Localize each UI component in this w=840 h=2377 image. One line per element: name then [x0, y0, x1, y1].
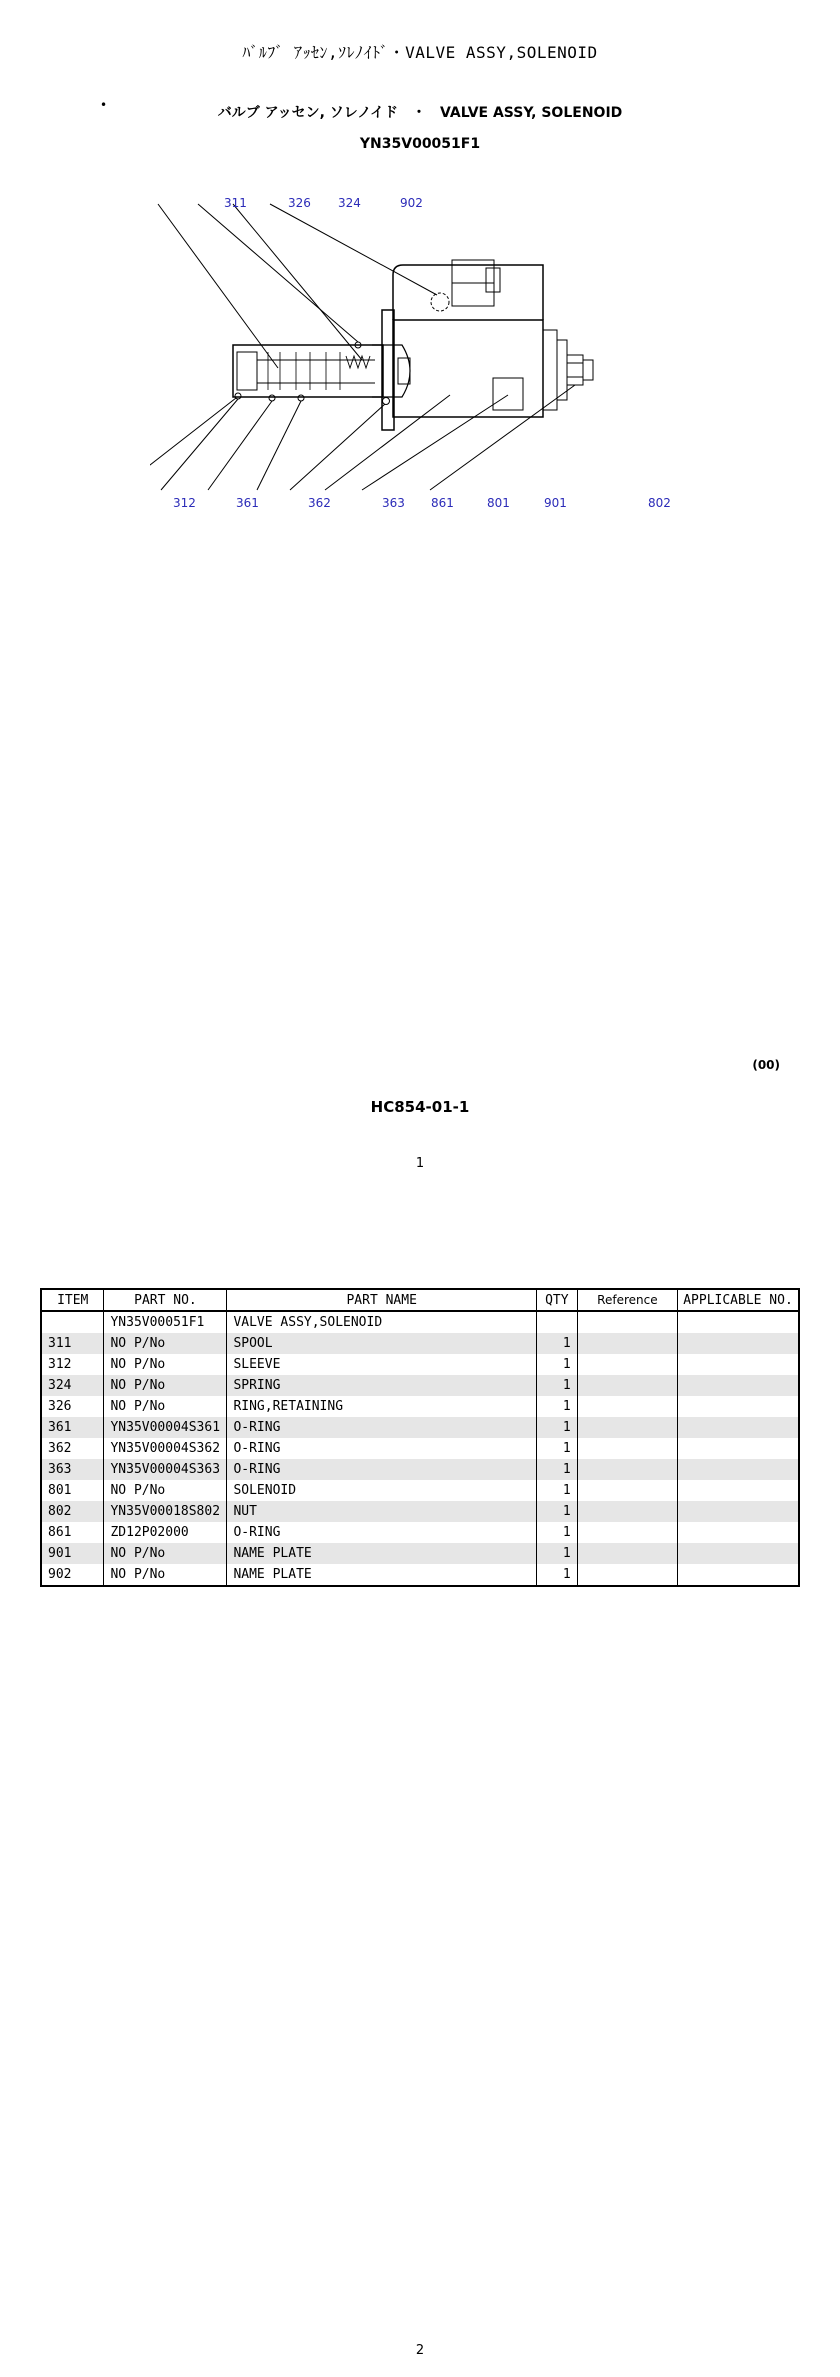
callout-363: 363 [382, 496, 405, 510]
cell-applicable-no [678, 1459, 799, 1480]
cell-part-no: ZD12P02000 [104, 1522, 227, 1543]
table-row [41, 1311, 799, 1333]
cell-applicable-no [678, 1501, 799, 1522]
cell-part-no: NO P/No [104, 1480, 227, 1501]
model-code: YN35V00051F1 [359, 136, 481, 152]
cell-part-name: VALVE ASSY,SOLENOID [227, 1311, 537, 1333]
table-row [41, 1480, 799, 1501]
cell-part-name: O-RING [227, 1417, 537, 1438]
callout-362: 362 [308, 496, 331, 510]
cell-reference [577, 1375, 677, 1396]
cell-part-no: NO P/No [104, 1396, 227, 1417]
page-number: 2 [415, 2343, 425, 2358]
cell-part-no: NO P/No [104, 1375, 227, 1396]
table-row [41, 1459, 799, 1480]
dot-mark: • [100, 98, 108, 112]
cell-reference [577, 1417, 677, 1438]
cell-qty: 1 [536, 1459, 577, 1480]
cell-item: 801 [41, 1480, 104, 1501]
cell-part-no: YN35V00018S802 [104, 1501, 227, 1522]
cell-part-no: YN35V00004S362 [104, 1438, 227, 1459]
cell-reference [577, 1311, 677, 1333]
cell-applicable-no [678, 1375, 799, 1396]
cell-qty: 1 [536, 1417, 577, 1438]
cell-reference [577, 1501, 677, 1522]
col-item: ITEM [41, 1289, 104, 1311]
cell-reference [577, 1438, 677, 1459]
col-qty: QTY [536, 1289, 577, 1311]
cell-qty: 1 [536, 1438, 577, 1459]
cell-part-no: NO P/No [104, 1333, 227, 1354]
cell-applicable-no [678, 1564, 799, 1586]
table-row [41, 1543, 799, 1564]
cell-applicable-no [678, 1543, 799, 1564]
callout-802: 802 [648, 496, 671, 510]
cell-applicable-no [678, 1480, 799, 1501]
cell-item: 861 [41, 1522, 104, 1543]
cell-part-name: NAME PLATE [227, 1564, 537, 1586]
callout-326: 326 [288, 196, 311, 210]
cell-reference [577, 1459, 677, 1480]
table-row [41, 1564, 799, 1586]
callout-902: 902 [400, 196, 423, 210]
cell-part-no: YN35V00004S361 [104, 1417, 227, 1438]
table-row [41, 1333, 799, 1354]
cell-qty: 1 [536, 1333, 577, 1354]
cell-part-name: O-RING [227, 1438, 537, 1459]
table-row [41, 1375, 799, 1396]
parts-table [40, 1288, 800, 1587]
callout-layer [0, 0, 840, 600]
cell-applicable-no [678, 1417, 799, 1438]
col-part-name: PART NAME [227, 1289, 537, 1311]
cell-part-no: YN35V00004S363 [104, 1459, 227, 1480]
table-header-row [41, 1289, 799, 1311]
cell-item: 802 [41, 1501, 104, 1522]
cell-qty: 1 [536, 1396, 577, 1417]
cell-reference [577, 1354, 677, 1375]
callout-861: 861 [431, 496, 454, 510]
cell-item: 902 [41, 1564, 104, 1586]
callout-361: 361 [236, 496, 259, 510]
cell-qty [536, 1311, 577, 1333]
table-row [41, 1396, 799, 1417]
cell-item: 363 [41, 1459, 104, 1480]
cell-part-name: SLEEVE [227, 1354, 537, 1375]
cell-reference [577, 1522, 677, 1543]
callout-901: 901 [544, 496, 567, 510]
cell-reference [577, 1333, 677, 1354]
callout-311: 311 [224, 196, 247, 210]
assembly-subtitle: バルブ アッセン, ソレノイド ・ VALVE ASSY, SOLENOID [217, 105, 623, 121]
cell-part-name: NAME PLATE [227, 1543, 537, 1564]
cell-applicable-no [678, 1438, 799, 1459]
table-row [41, 1438, 799, 1459]
cell-applicable-no [678, 1311, 799, 1333]
document-title: ﾊﾞﾙﾌﾞ ｱｯｾﾝ,ｿﾚﾉｲﾄﾞ・VALVE ASSY,SOLENOID [242, 43, 598, 62]
cell-part-name: NUT [227, 1501, 537, 1522]
revision-code: (00) [752, 1058, 780, 1072]
table-row [41, 1522, 799, 1543]
cell-item: 311 [41, 1333, 104, 1354]
cell-qty: 1 [536, 1543, 577, 1564]
sheet-number: 1 [415, 1156, 425, 1171]
table-row [41, 1501, 799, 1522]
cell-item: 326 [41, 1396, 104, 1417]
cell-reference [577, 1480, 677, 1501]
cell-part-name: O-RING [227, 1459, 537, 1480]
table-row [41, 1417, 799, 1438]
cell-qty: 1 [536, 1375, 577, 1396]
cell-applicable-no [678, 1354, 799, 1375]
col-part-no: PART NO. [104, 1289, 227, 1311]
cell-applicable-no [678, 1396, 799, 1417]
cell-part-no: YN35V00051F1 [104, 1311, 227, 1333]
callout-312: 312 [173, 496, 196, 510]
cell-part-no: NO P/No [104, 1354, 227, 1375]
cell-qty: 1 [536, 1354, 577, 1375]
cell-item: 362 [41, 1438, 104, 1459]
table-row [41, 1354, 799, 1375]
cell-reference [577, 1396, 677, 1417]
cell-qty: 1 [536, 1501, 577, 1522]
cell-item: 901 [41, 1543, 104, 1564]
col-applicable-no: APPLICABLE NO. [678, 1289, 799, 1311]
cell-part-name: SOLENOID [227, 1480, 537, 1501]
callout-801: 801 [487, 496, 510, 510]
cell-item: 361 [41, 1417, 104, 1438]
cell-qty: 1 [536, 1564, 577, 1586]
cell-part-no: NO P/No [104, 1564, 227, 1586]
cell-item: 312 [41, 1354, 104, 1375]
cell-qty: 1 [536, 1480, 577, 1501]
cell-qty: 1 [536, 1522, 577, 1543]
cell-reference [577, 1564, 677, 1586]
cell-applicable-no [678, 1333, 799, 1354]
cell-item: 324 [41, 1375, 104, 1396]
cell-reference [577, 1543, 677, 1564]
cell-part-name: O-RING [227, 1522, 537, 1543]
cell-part-name: RING,RETAINING [227, 1396, 537, 1417]
cell-part-no: NO P/No [104, 1543, 227, 1564]
cell-part-name: SPOOL [227, 1333, 537, 1354]
sheet-code: HC854-01-1 [370, 1098, 470, 1116]
cell-part-name: SPRING [227, 1375, 537, 1396]
cell-applicable-no [678, 1522, 799, 1543]
callout-324: 324 [338, 196, 361, 210]
col-reference: Reference [577, 1289, 677, 1311]
cell-item [41, 1311, 104, 1333]
